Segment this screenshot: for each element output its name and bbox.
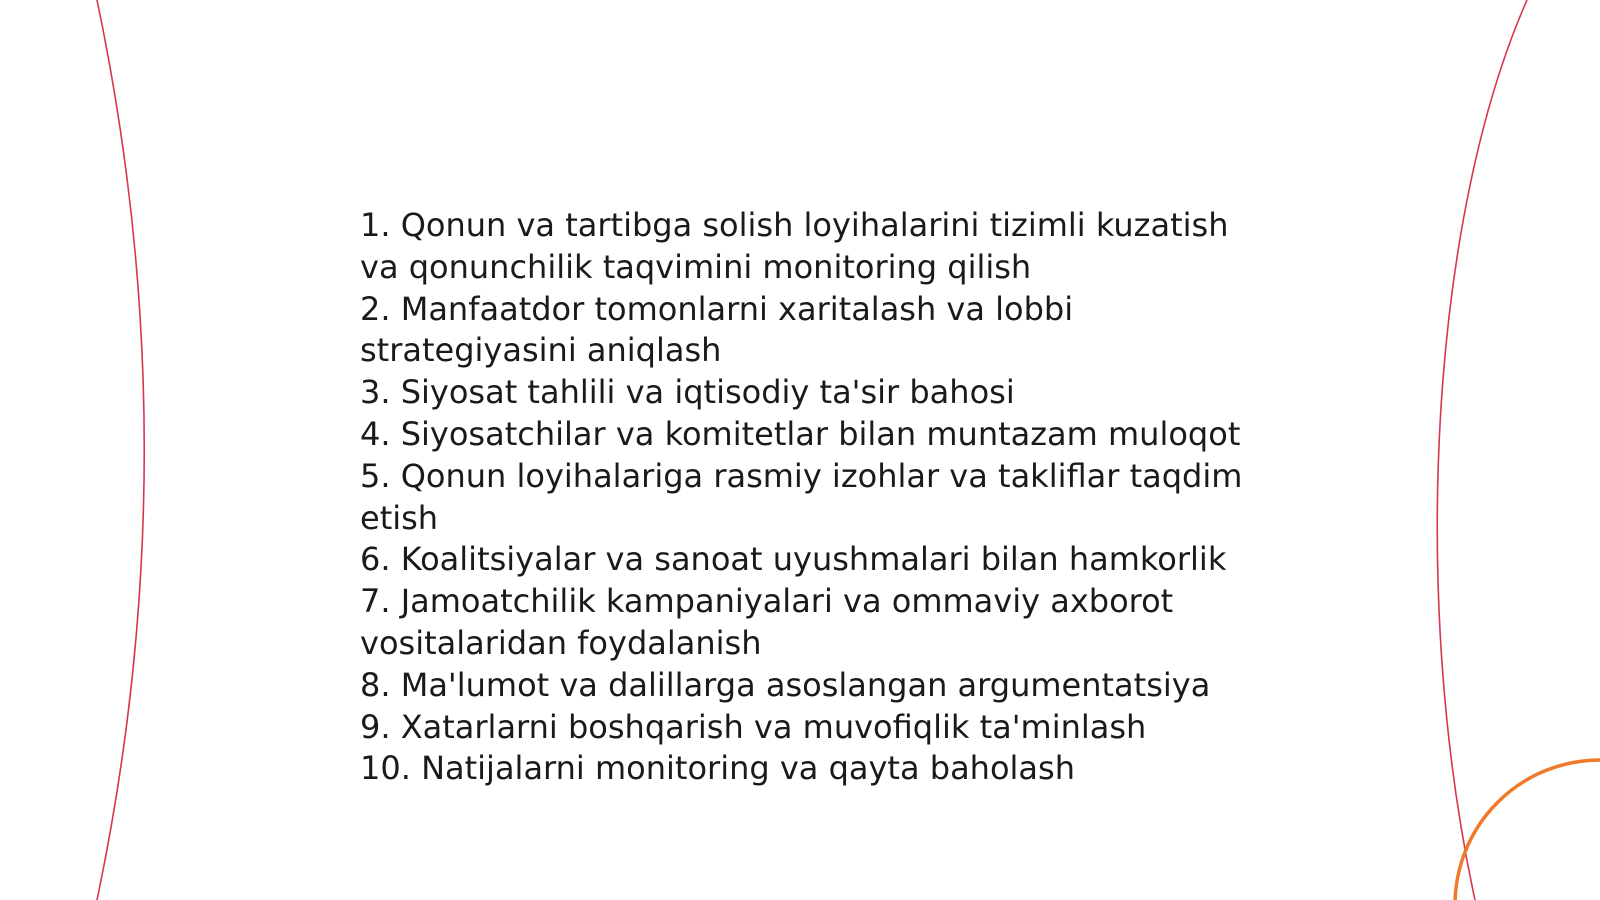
list-item: 10. Natijalarni monitoring va qayta baholash [360, 749, 1075, 788]
list-item: 8. Ma'lumot va dalillarga asoslangan argumentatsiya [360, 665, 1211, 704]
numbered-list [360, 205, 1260, 790]
right-curve-line [1437, 0, 1527, 900]
list-item: 2. Manfaatdor tomonlarni xaritalash va lobbi strategiyasini aniqlash [360, 289, 1074, 370]
list-item: 5. Qonun loyihalariga rasmiy izohlar va takliflar taqdim etish [360, 456, 1243, 537]
left-curve-line [97, 0, 144, 900]
orange-circle-accent [1455, 760, 1600, 900]
list-item: 7. Jamoatchilik kampaniyalari va ommaviy axborot vositalaridan foydalanish [360, 582, 1174, 662]
list-item: 1. Qonun va tartibga solish loyihalarini tizimli kuzatish va qonunchilik taqvimini monitoring qilish [360, 206, 1229, 286]
list-item: 4. Siyosatchilar va komitetlar bilan muntazam muloqot [360, 414, 1241, 453]
list-item: 6. Koalitsiyalar va sanoat uyushmalari bilan hamkorlik [360, 540, 1227, 579]
list-item: 3. Siyosat tahlili va iqtisodiy ta'sir bahosi [360, 373, 1015, 412]
list-item: 9. Xatarlarni boshqarish va muvofiqlik ta'minlash [360, 707, 1147, 746]
